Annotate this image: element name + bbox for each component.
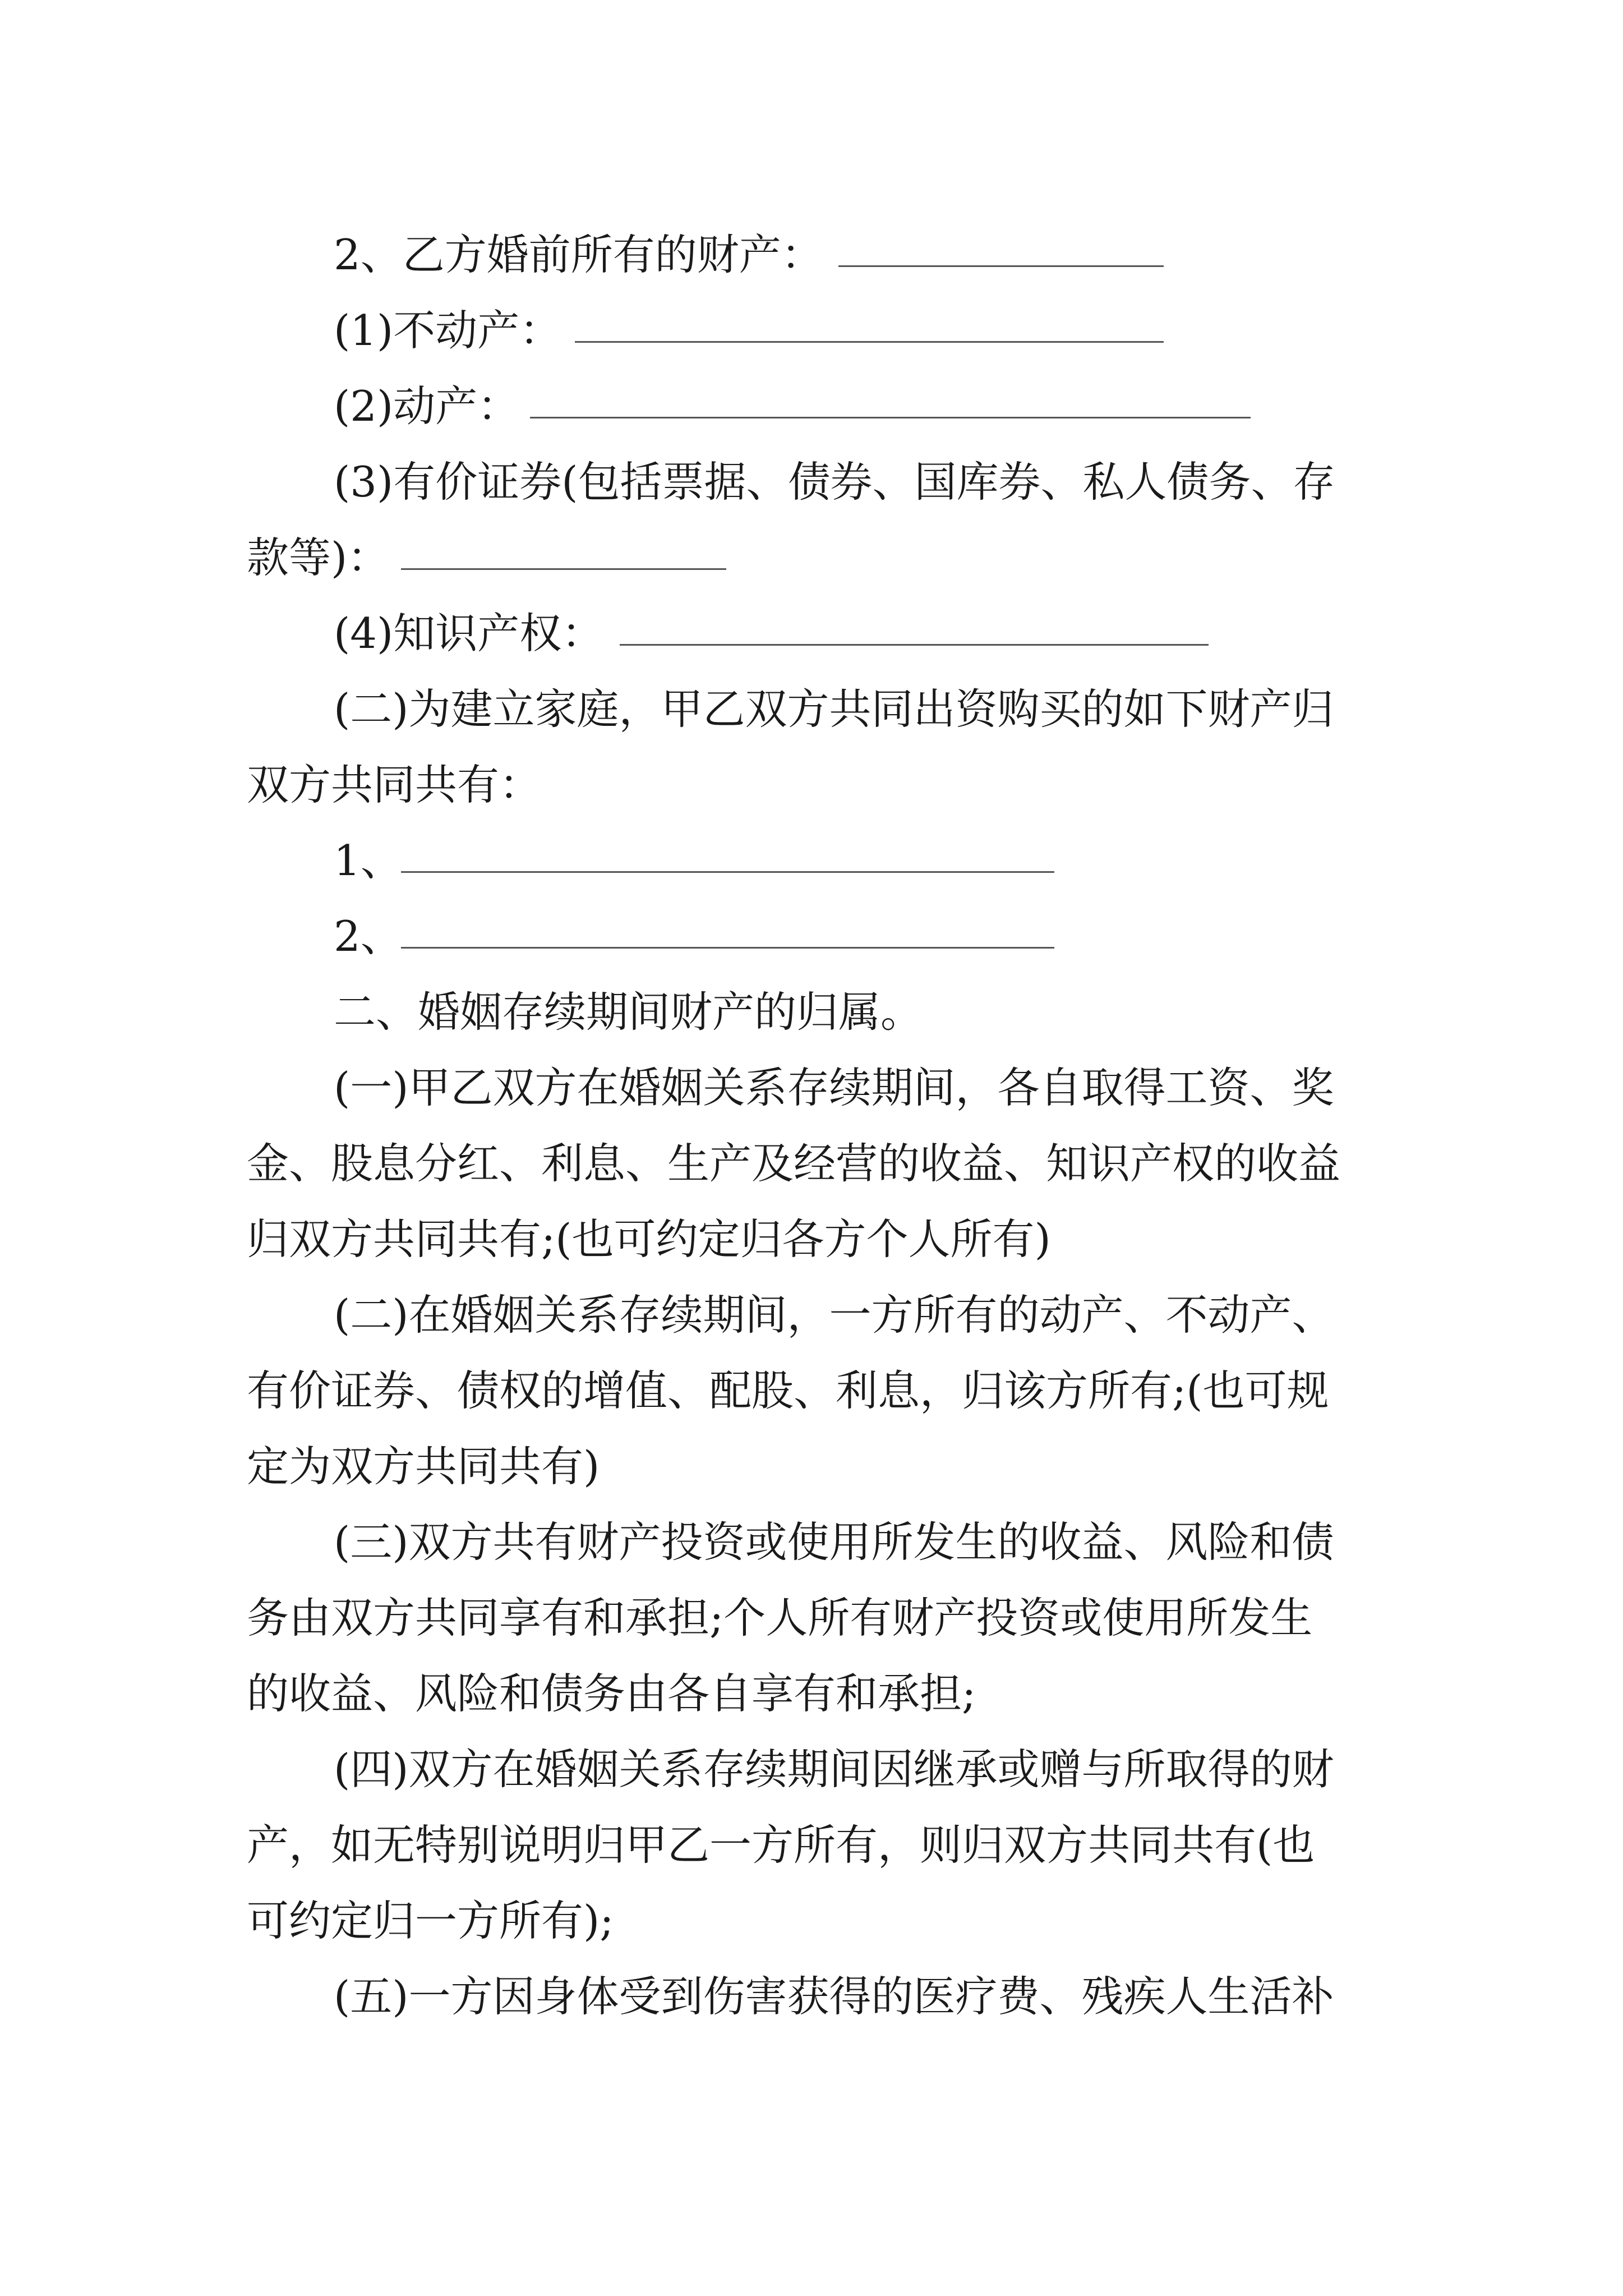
line-text: 二、婚姻存续期间财产的归属。: [334, 987, 923, 1037]
text-line: [0, 1660, 1623, 1717]
text-line: [0, 752, 1623, 808]
line-text: 的收益、风险和债务由各自享有和承担;: [247, 1669, 976, 1718]
line-text: 归双方共同共有;(也可约定归各方个人所有): [247, 1214, 1051, 1264]
line-text: (三)双方共有财产投资或使用所发生的收益、风险和债: [334, 1517, 1334, 1567]
line-text: 2、: [334, 912, 403, 961]
text-line: [0, 1585, 1623, 1641]
text-line: [0, 1282, 1623, 1338]
text-line: [0, 1509, 1623, 1565]
line-text: 产，如无特别说明归甲乙一方所有，则归双方共同共有(也: [247, 1820, 1315, 1870]
line-text: (二)在婚姻关系存续期间，一方所有的动产、不动产、: [334, 1290, 1334, 1340]
fill-in-blank[interactable]: [401, 947, 1054, 949]
line-text: 双方共同共有：: [247, 760, 542, 809]
text-line: [0, 1812, 1623, 1868]
line-text: (二)为建立家庭，甲乙双方共同出资购买的如下财产归: [334, 684, 1334, 734]
line-text: (4)知识产权：: [334, 609, 604, 658]
text-line: [0, 1433, 1623, 1489]
line-text: 可约定归一方所有);: [247, 1896, 614, 1945]
text-line: [0, 1206, 1623, 1262]
line-text: (四)双方在婚姻关系存续期间因继承或赠与所取得的财: [334, 1745, 1334, 1794]
line-text: 2、乙方婚前所有的财产：: [334, 230, 823, 279]
fill-in-blank[interactable]: [575, 341, 1164, 343]
text-line: [0, 524, 1623, 581]
text-line: [0, 827, 1623, 884]
text-line: [0, 373, 1623, 429]
fill-in-blank[interactable]: [530, 417, 1251, 418]
line-text: (3)有价证券(包括票据、债券、国库券、私人债务、存: [334, 457, 1335, 507]
line-text: 务由双方共同享有和承担;个人所有财产投资或使用所发生: [247, 1593, 1313, 1642]
text-line: [0, 222, 1623, 278]
text-line: [0, 1055, 1623, 1111]
line-text: 1、: [334, 836, 403, 885]
text-line: [0, 676, 1623, 732]
text-line: [0, 1130, 1623, 1186]
fill-in-blank[interactable]: [620, 644, 1209, 646]
fill-in-blank[interactable]: [401, 568, 726, 570]
text-line: [0, 979, 1623, 1035]
line-text: 定为双方共同共有): [247, 1442, 600, 1491]
text-line: [0, 903, 1623, 959]
text-line: [0, 1888, 1623, 1944]
text-line: [0, 297, 1623, 353]
fill-in-blank[interactable]: [838, 265, 1164, 267]
line-text: (五)一方因身体受到伤害获得的医疗费、残疾人生活补: [334, 1972, 1334, 2021]
line-text: 有价证券、债权的增值、配股、利息，归该方所有;(也可规: [247, 1366, 1329, 1415]
line-text: 金、股息分红、利息、生产及经营的收益、知识产权的收益: [247, 1139, 1341, 1188]
line-text: 款等)：: [247, 533, 390, 582]
text-line: [0, 1736, 1623, 1792]
text-line: [0, 600, 1623, 656]
line-text: (一)甲乙双方在婚姻关系存续期间，各自取得工资、奖: [334, 1063, 1334, 1112]
line-text: (1)不动产：: [334, 306, 562, 355]
fill-in-blank[interactable]: [401, 871, 1054, 873]
line-text: (2)动产：: [334, 381, 520, 431]
text-line: [0, 449, 1623, 505]
text-line: [0, 1358, 1623, 1414]
text-line: [0, 1963, 1623, 2019]
